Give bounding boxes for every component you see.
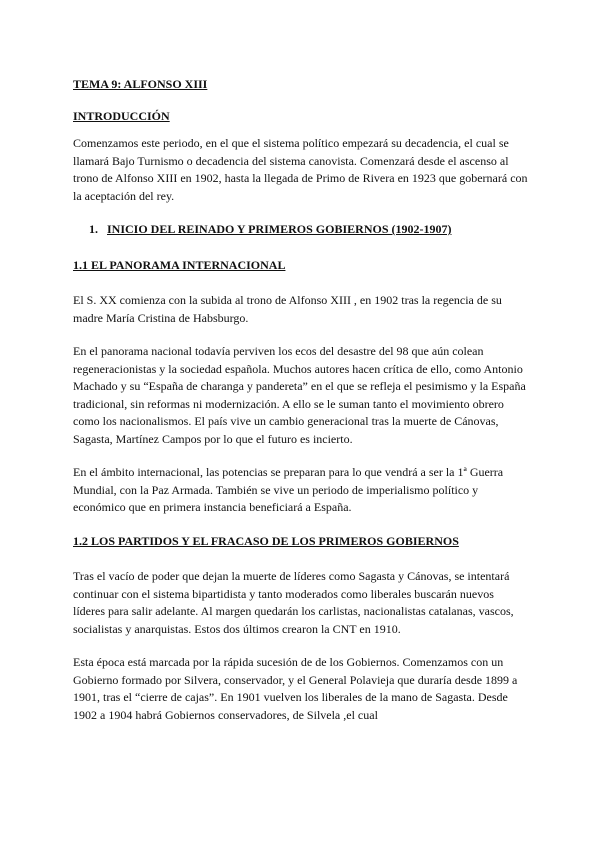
section-1-number: 1.: [89, 222, 98, 236]
section-1-heading: [89, 221, 528, 239]
section-1-title: INICIO DEL REINADO Y PRIMEROS GOBIERNOS (1902-1907): [107, 222, 452, 236]
paragraph: En el ámbito internacional, las potencias se preparan para lo que vendrá a ser la 1ª Guerra Mundial, con la Paz Armada. También se vive un periodo de imperialismo político y económico que en primera instancia beneficiará a España.: [73, 465, 504, 514]
paragraph: En el panorama nacional todavía perviven los ecos del desastre del 98 que aún colean regeneracionistas y la sociedad española. Muchos autores hacen crítica de ello, como Antonio Machado y su “España de charanga y pandereta” en el que se refleja el pesimismo y la España tradicional, sin reformas ni modernización. A ello se le suman tanto el movimiento obrero como los nacionalismos. El país vive un cambio generacional tras la muerte de Cánovas, Sagasta, Martínez Campos por lo que el futuro es incierto.: [73, 344, 526, 446]
paragraph: El S. XX comienza con la subida al trono de Alfonso XIII , en 1902 tras la regencia de su madre María Cristina de Habsburgo.: [73, 293, 502, 325]
paragraph: Esta época está marcada por la rápida sucesión de de los Gobiernos. Comenzamos con un Gobierno formado por Silvera, conservador, y el General Polavieja que duraría desde 1899 a 1901, tras el “cierre de cajas”. En 1901 vuelven los liberales de la mano de Sagasta. Desde 1902 a 1904 habrá Gobiernos conservadores, de Silvela ,el cual: [73, 655, 518, 722]
intro-paragraph: Comenzamos este periodo, en el que el sistema político empezará su decadencia, el cual se llamará Bajo Turnismo o decadencia del sistema canovista. Comenzará desde el ascenso al trono de Alfonso XIII en 1902, hasta la llegada de Primo de Rivera en 1923 que gobernará con la aceptación del rey.: [73, 136, 528, 203]
document-body: [73, 76, 528, 740]
intro-heading: INTRODUCCIÓN: [73, 108, 170, 123]
page-title: TEMA 9: ALFONSO XIII: [73, 77, 208, 91]
paragraph: Tras el vacío de poder que dejan la muerte de líderes como Sagasta y Cánovas, se intentará continuar con el sistema bipartidista y tanto moderados como liberales buscarán nuevos líderes para salir adelante. Al margen quedarán los carlistas, nacionalistas catalanas, vascos, socialistas y anarquistas. Estos dos últimos crearon la CNT en 1910.: [73, 569, 514, 636]
section-1-1-heading: 1.1 EL PANORAMA INTERNACIONAL: [73, 257, 286, 272]
section-1-2-heading: 1.2 LOS PARTIDOS Y EL FRACASO DE LOS PRIMEROS GOBIERNOS: [73, 533, 459, 548]
